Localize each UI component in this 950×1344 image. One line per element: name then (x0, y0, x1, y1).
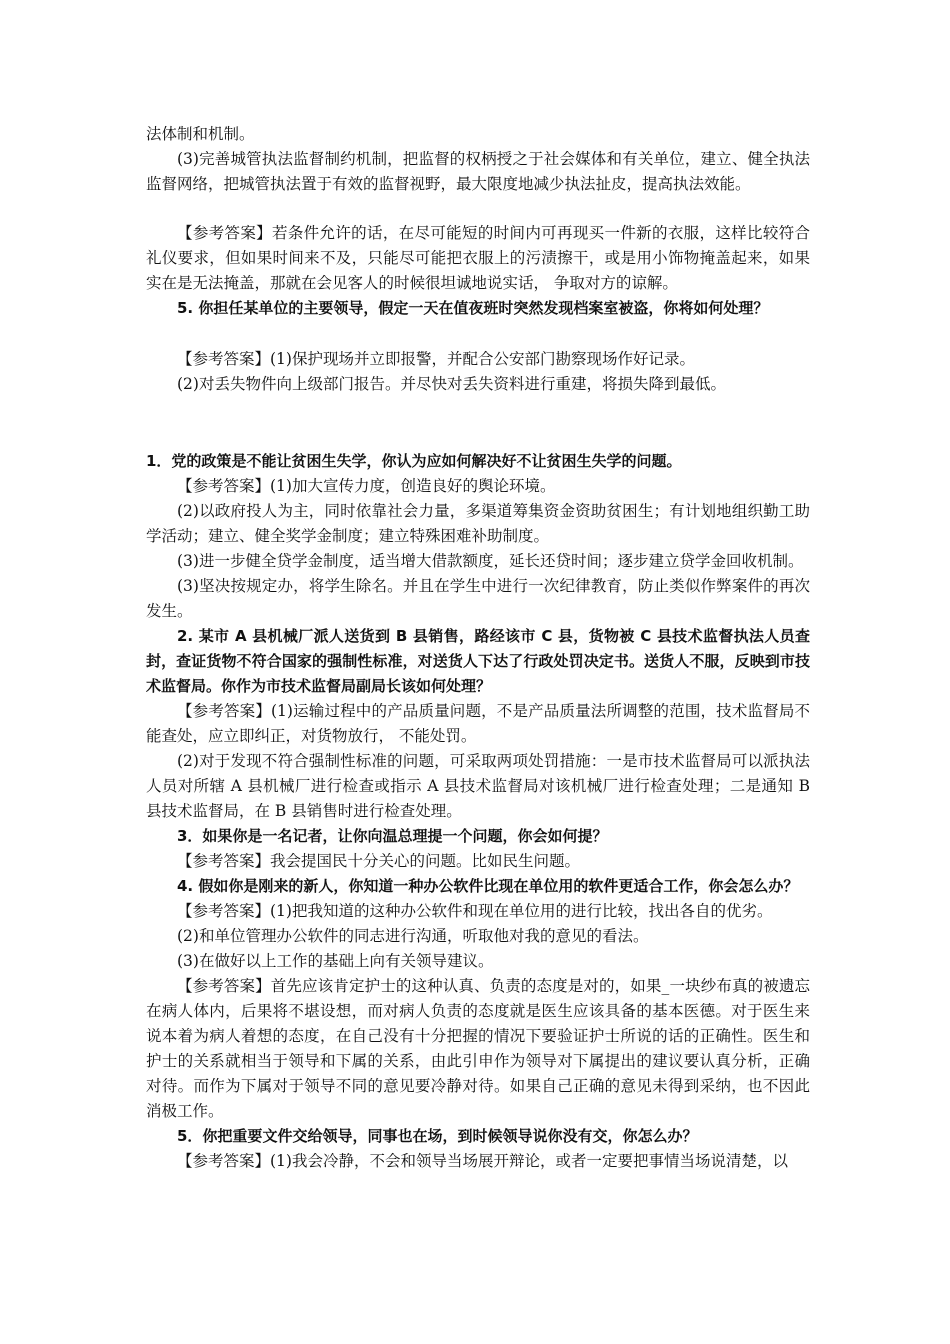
answer-paragraph: 【参考答案】(1)把我知道的这种办公软件和现在单位用的进行比较，找出各自的优劣。 (177, 902, 773, 920)
paragraph: (3)完善城管执法监督制约机制，把监督的权柄授之于社会媒体和有关单位，建立、健全执法监督网络，把城管执法置于有效的监督视野，最大限度地减少执法扯皮，提高执法效能。 (146, 150, 810, 193)
answer-paragraph: 【参考答案】(1)加大宣传力度，创造良好的舆论环境。 (177, 477, 556, 495)
answer-paragraph: 【参考答案】我会提国民十分关心的问题。比如民生问题。 (177, 852, 581, 870)
paragraph: (3)进一步健全贷学金制度，适当增大借款额度，延长还贷时间；逐步建立贷学金回收机制。 (177, 552, 804, 570)
paragraph: (2)对丢失物件向上级部门报告。并尽快对丢失资料进行重建，将损失降到最低。 (177, 375, 726, 393)
question-heading: 4. 假如你是刚来的新人，你知道一种办公软件比现在单位用的软件更适合工作，你会怎么办？ (177, 877, 799, 895)
paragraph: 法体制和机制。 (146, 125, 255, 143)
paragraph: (3)坚决按规定办，将学生除名。并且在学生中进行一次纪律教育，防止类似作弊案件的再次发生。 (146, 577, 810, 620)
paragraph: (2)以政府投人为主，同时依靠社会力量，多渠道筹集资金资助贫困生；有计划地组织勤工助学活动；建立、健全奖学金制度；建立特殊困难补助制度。 (146, 502, 810, 545)
question-heading: 3．如果你是一名记者，让你向温总理提一个问题，你会如何提？ (177, 827, 608, 845)
answer-paragraph: 【参考答案】(1)我会冷静，不会和领导当场展开辩论，或者一定要把事情当场说清楚，以 (177, 1152, 788, 1170)
question-heading: 5．你把重要文件交给领导，同事也在场，到时候领导说你没有交，你怎么办？ (177, 1127, 698, 1145)
answer-paragraph: 【参考答案】首先应该肯定护士的这种认真、负责的态度是对的，如果_一块纱布真的被遗忘在病人体内，后果将不堪设想，而对病人负责的态度就是医生应该具备的基本医德。对于医生来说本着为病人着想的态度，在自己没有十分把握的情况下要验证护士所说的话的正确性。医生和护士的关系就相当于领导和下属的关系，由此引申作为领导对下属提出的建议要认真分析，正确对待。而作为下属对于领导不同的意见要冷静对待。如果自己正确的意见未得到采纳，也不因此消极工作。 (146, 977, 810, 1120)
answer-paragraph: 【参考答案】(1)保护现场并立即报警，并配合公安部门勘察现场作好记录。 (177, 350, 695, 368)
paragraph: (3)在做好以上工作的基础上向有关领导建议。 (177, 952, 494, 970)
question-heading: 5. 你担任某单位的主要领导，假定一天在值夜班时突然发现档案室被盗，你将如何处理？ (177, 299, 769, 317)
question-heading: 1．党的政策是不能让贫困生失学，你认为应如何解决好不让贫困生失学的问题。 (146, 452, 682, 470)
question-heading: 2. 某市 A 县机械厂派人送货到 B 县销售，路经该市 C 县，货物被 C 县技术监督执法人员查封，查证货物不符合国家的强制性标准，对送货人下达了行政处罚决定书。送货人不服，反映到市技术监督局。你作为市技术监督局副局长该如何处理？ (146, 627, 810, 695)
document-body (146, 122, 810, 1174)
paragraph: (2)和单位管理办公软件的同志进行沟通，听取他对我的意见的看法。 (177, 927, 649, 945)
answer-paragraph: 【参考答案】(1)运输过程中的产品质量问题，不是产品质量法所调整的范围，技术监督局不能查处，应立即纠正，对货物放行， 不能处罚。 (146, 702, 810, 745)
answer-paragraph: 【参考答案】若条件允许的话，在尽可能短的时间内可再现买一件新的衣服，这样比较符合礼仪要求，但如果时间来不及，只能尽可能把衣服上的污渍擦干，或是用小饰物掩盖起来，如果实在是无法掩盖，那就在会见客人的时候很坦诚地说实话， 争取对方的谅解。 (146, 224, 810, 292)
paragraph: (2)对于发现不符合强制性标准的问题，可采取两项处罚措施：一是市技术监督局可以派执法人员对所辖 A 县机械厂进行检查或指示 A 县技术监督局对该机械厂进行检查处理；二是通知 B 县技术监督局，在 B 县销售时进行检查处理。 (146, 752, 810, 820)
